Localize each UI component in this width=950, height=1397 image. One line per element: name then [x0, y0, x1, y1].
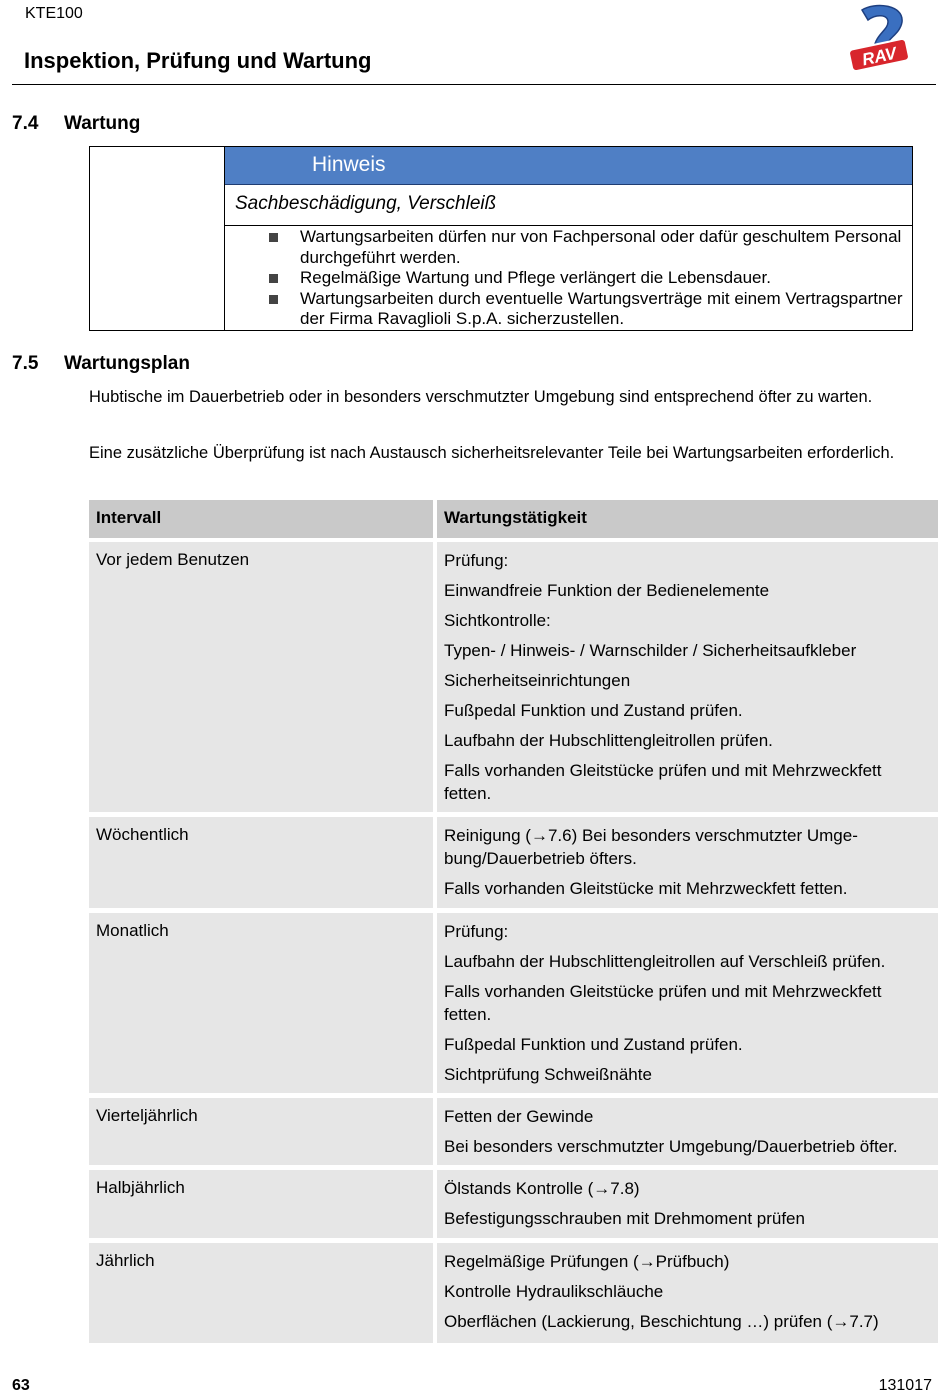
activity-line: Regelmäßige Prüfungen (→Prüfbuch) [444, 1252, 730, 1271]
interval-cell: Vor jedem Benutzen [89, 542, 433, 812]
activity-line: Kontrolle Hydraulikschläuche [444, 1282, 664, 1301]
section-number: 7.4 [12, 113, 39, 134]
activity-line: Prüfung: [444, 922, 509, 941]
activity-line: Laufbahn der Hubschlittengleitrollen auf Verschleiß prüfen. [444, 952, 886, 971]
square-bullet-icon [269, 233, 278, 242]
activity-cell [437, 913, 938, 1093]
activity-line: Laufbahn der Hubschlittengleitrollen prüfen. [444, 731, 773, 750]
activity-line: Ölstands Kontrolle (→7.8) [444, 1179, 640, 1198]
activity-line: Sichtprüfung Schweißnähte [444, 1064, 652, 1084]
section-title: Wartung [64, 113, 141, 134]
activity-cell [437, 542, 938, 812]
notice-heading: Hinweis [312, 153, 386, 176]
paragraph: Eine zusätzliche Überprüfung ist nach Austausch sicherheitsrelevanter Teile bei Wartungsarbeiten erforderlich. [89, 444, 895, 462]
activity-line: Falls vorhanden Gleitstücke mit Mehrzweckfett fetten. [444, 878, 848, 898]
notice-subheading: Sachbeschädigung, Verschleiß [235, 193, 497, 214]
notice-item: Wartungsarbeiten durch eventuelle Wartungsverträge mit einem Vertragspartner der Firma Ravaglioli S.p.A. sicherzustellen. [266, 289, 906, 330]
interval-cell: Monatlich [89, 913, 433, 1093]
square-bullet-icon [269, 295, 278, 304]
notice-item: Wartungsarbeiten dürfen nur von Fachpersonal oder dafür geschultem Personal durchgeführt werden. [266, 227, 906, 268]
document-code: KTE100 [25, 5, 83, 22]
activity-line: Fetten der Gewinde [444, 1107, 594, 1126]
notice-item: Regelmäßige Wartung und Pflege verlängert die Lebensdauer. [266, 268, 906, 289]
header-divider [12, 84, 936, 85]
activity-line: Oberflächen (Lackierung, Beschichtung …) prüfen (→7.7) [444, 1312, 879, 1331]
page-number: 63 [12, 1377, 30, 1394]
notice-list [266, 227, 906, 330]
activity-line: Sicherheitseinrichtungen [444, 671, 631, 690]
section-title: Wartungsplan [64, 353, 190, 374]
activity-line: Bei besonders verschmutzter Umgebung/Dauerbetrieb öfter. [444, 1137, 898, 1156]
interval-cell: Halbjährlich [89, 1170, 433, 1238]
square-bullet-icon [269, 274, 278, 283]
activity-cell [437, 1098, 938, 1165]
interval-cell: Jährlich [89, 1243, 433, 1343]
activity-line: Befestigungsschrauben mit Drehmoment prüfen [444, 1209, 805, 1228]
section-number: 7.5 [12, 353, 39, 374]
activity-line: Falls vorhanden Gleitstücke prüfen und mit Mehrzweckfett fetten. [444, 761, 882, 803]
activity-cell [437, 1243, 938, 1343]
activity-line: Prüfung: [444, 551, 509, 570]
activity-line: Falls vorhanden Gleitstücke prüfen und mit Mehrzweckfett fetten. [444, 982, 882, 1024]
table-header-interval: Intervall [89, 500, 433, 538]
activity-line: Sichtkontrolle: [444, 611, 551, 630]
notice-header [225, 147, 912, 185]
logo-text: RAV [860, 43, 899, 70]
paragraph: Hubtische im Dauerbetrieb oder in besonders verschmutzter Umgebung sind entsprechend öfter zu warten. [89, 388, 873, 406]
document-date-code: 131017 [878, 1377, 932, 1394]
activity-line: Fußpedal Funktion und Zustand prüfen. [444, 701, 743, 720]
activity-line: Fußpedal Funktion und Zustand prüfen. [444, 1034, 743, 1054]
page-title: Inspektion, Prüfung und Wartung [24, 48, 372, 73]
notice-symbol-area [90, 147, 225, 330]
notice-box [89, 146, 913, 331]
activity-line: Typen- / Hinweis- / Warnschilder / Sicherheitsaufkleber [444, 641, 857, 660]
rav-logo [848, 4, 910, 74]
table-header-activity: Wartungstätigkeit [437, 500, 938, 538]
interval-cell: Wöchentlich [89, 817, 433, 908]
interval-cell: Vierteljährlich [89, 1098, 433, 1165]
activity-line: Einwandfreie Funktion der Bedienelemente [444, 581, 770, 600]
activity-cell [437, 1170, 938, 1238]
activity-line: Reinigung (→7.6) Bei besonders verschmutzter Umgebung/Dauerbetrieb öfters. [444, 826, 858, 868]
notice-subheader [225, 185, 912, 226]
activity-cell [437, 817, 938, 908]
